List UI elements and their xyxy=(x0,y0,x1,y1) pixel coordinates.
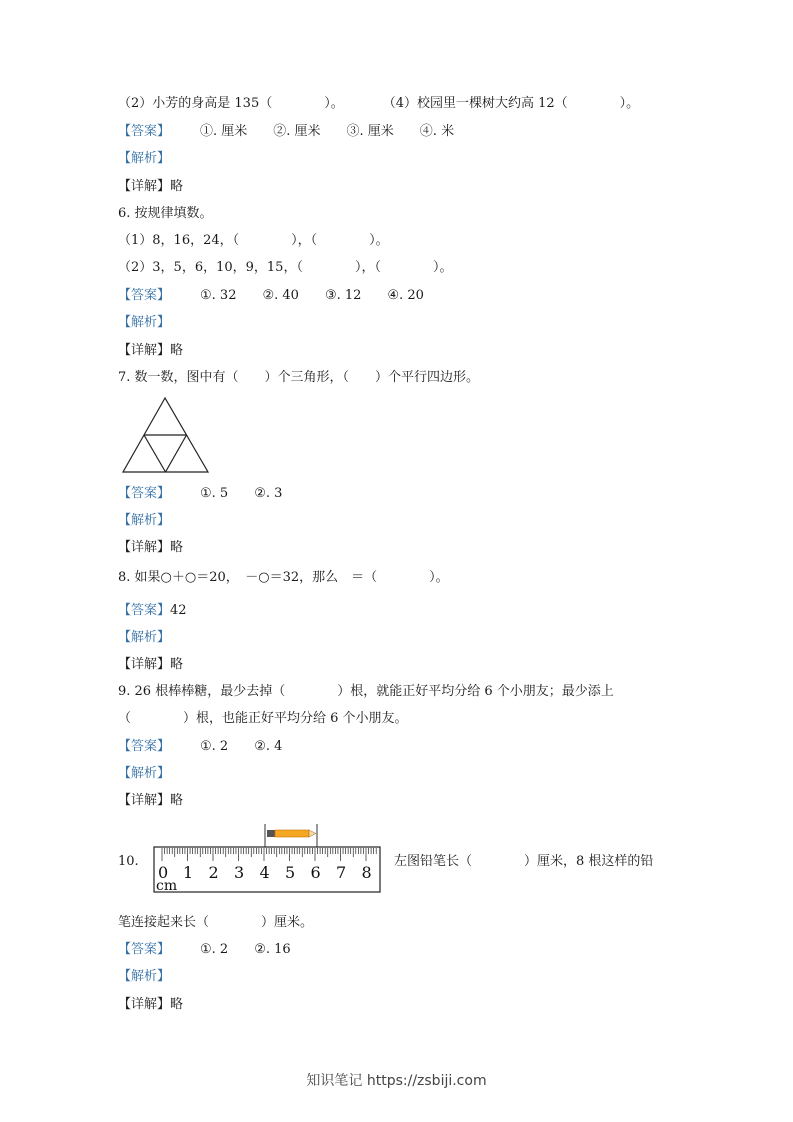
detail-label: 【详解】 xyxy=(118,540,171,555)
answer-label: 【答案】 xyxy=(118,124,171,139)
inner-line-right xyxy=(166,435,187,472)
q8-stem: 8. 如果○＋○＝20， －○＝32，那么 ＝（ ）。 xyxy=(118,570,449,585)
detail-text: 略 xyxy=(170,657,184,672)
answer-label: 【答案】 xyxy=(118,739,171,754)
q10-analysis-line xyxy=(118,968,170,986)
page-footer: 知识笔记 https://zsbiji.com xyxy=(306,1073,487,1089)
q8-analysis-line xyxy=(118,629,170,647)
q5-analysis-line xyxy=(118,150,170,168)
answer-text: ①. 5 ②. 3 xyxy=(200,486,283,501)
answer-label: 【答案】 xyxy=(118,486,171,501)
detail-text: 略 xyxy=(170,997,184,1012)
q10-detail-line xyxy=(118,996,183,1014)
answer-label: 【答案】 xyxy=(118,288,171,303)
ruler-number: 3 xyxy=(234,863,245,882)
detail-text: 略 xyxy=(170,540,184,555)
analysis-label: 【解析】 xyxy=(118,513,171,528)
q9-answer-line xyxy=(118,738,282,756)
ruler-figure xyxy=(150,820,385,895)
q6-detail-line xyxy=(118,342,183,360)
ruler-numbers xyxy=(158,863,372,882)
ruler-number: 2 xyxy=(208,863,219,882)
ruler-number: 4 xyxy=(259,863,270,882)
detail-text: 略 xyxy=(170,793,184,808)
pencil-icon xyxy=(267,830,316,837)
detail-label: 【详解】 xyxy=(118,997,171,1012)
ruler-number: 5 xyxy=(285,863,296,882)
detail-text: 略 xyxy=(170,343,184,358)
q9-stem-line2: （ ）根，也能正好平均分给 6 个小朋友。 xyxy=(118,711,408,726)
ruler-number: 7 xyxy=(336,863,347,882)
inner-line-left xyxy=(144,435,166,472)
q9-stem-line1: 9. 26 根棒棒糖，最少去掉（ ）根，就能正好平均分给 6 个小朋友；最少添上 xyxy=(118,684,614,699)
q8-detail-line xyxy=(118,656,183,674)
q9-analysis-line xyxy=(118,765,170,783)
answer-label: 【答案】 xyxy=(118,603,171,618)
q6-stem: 6. 按规律填数。 xyxy=(118,206,213,221)
ruler-unit: cm xyxy=(156,878,178,894)
q10-number: 10. xyxy=(118,854,139,869)
ruler-number: 6 xyxy=(310,863,321,882)
q10-text-line2: 笔连接起来长（ ）厘米。 xyxy=(118,915,314,930)
q5-detail-line xyxy=(118,178,183,196)
q8-answer-line xyxy=(118,602,187,620)
detail-text: 略 xyxy=(170,179,184,194)
q7-answer-line xyxy=(118,485,282,503)
answer-text: ①. 2 ②. 16 xyxy=(200,942,291,957)
detail-label: 【详解】 xyxy=(118,343,171,358)
answer-text: ①. 2 ②. 4 xyxy=(200,739,283,754)
answer-text: ①. 厘米 ②. 厘米 ③. 厘米 ④. 米 xyxy=(200,124,455,139)
q9-detail-line xyxy=(118,792,183,810)
q6-part2-text: （2）3，5，6，10，9，15，（ ），（ ）。 xyxy=(118,260,453,275)
answer-text: 42 xyxy=(170,603,187,618)
ruler-number: 0 xyxy=(158,863,169,882)
detail-label: 【详解】 xyxy=(118,179,171,194)
q6-analysis-line xyxy=(118,314,170,332)
q6-part1-text: （1）8，16，24，（ ），（ ）。 xyxy=(118,233,389,248)
answer-label: 【答案】 xyxy=(118,942,171,957)
analysis-label: 【解析】 xyxy=(118,630,171,645)
q5-part2-text: （2）小芳的身高是 135（ ）。 （4）校园里一棵树大约高 12（ ）。 xyxy=(118,96,640,111)
q7-detail-line xyxy=(118,539,183,557)
q5-answer-line xyxy=(118,123,454,141)
q7-analysis-line xyxy=(118,512,170,530)
q7-stem: 7. 数一数，图中有（ ）个三角形，（ ）个平行四边形。 xyxy=(118,370,480,385)
detail-label: 【详解】 xyxy=(118,657,171,672)
analysis-label: 【解析】 xyxy=(118,969,171,984)
analysis-label: 【解析】 xyxy=(118,315,171,330)
triangle-figure xyxy=(121,395,213,475)
answer-text: ①. 32 ②. 40 ③. 12 ④. 20 xyxy=(200,288,424,303)
ruler-number: 1 xyxy=(183,863,194,882)
ruler-number: 8 xyxy=(361,863,372,882)
q6-answer-line xyxy=(118,287,424,305)
q10-text-line1: 左图铅笔长（ ）厘米，8 根这样的铅 xyxy=(394,854,654,869)
analysis-label: 【解析】 xyxy=(118,766,171,781)
detail-label: 【详解】 xyxy=(118,793,171,808)
q10-answer-line xyxy=(118,941,291,959)
analysis-label: 【解析】 xyxy=(118,151,171,166)
